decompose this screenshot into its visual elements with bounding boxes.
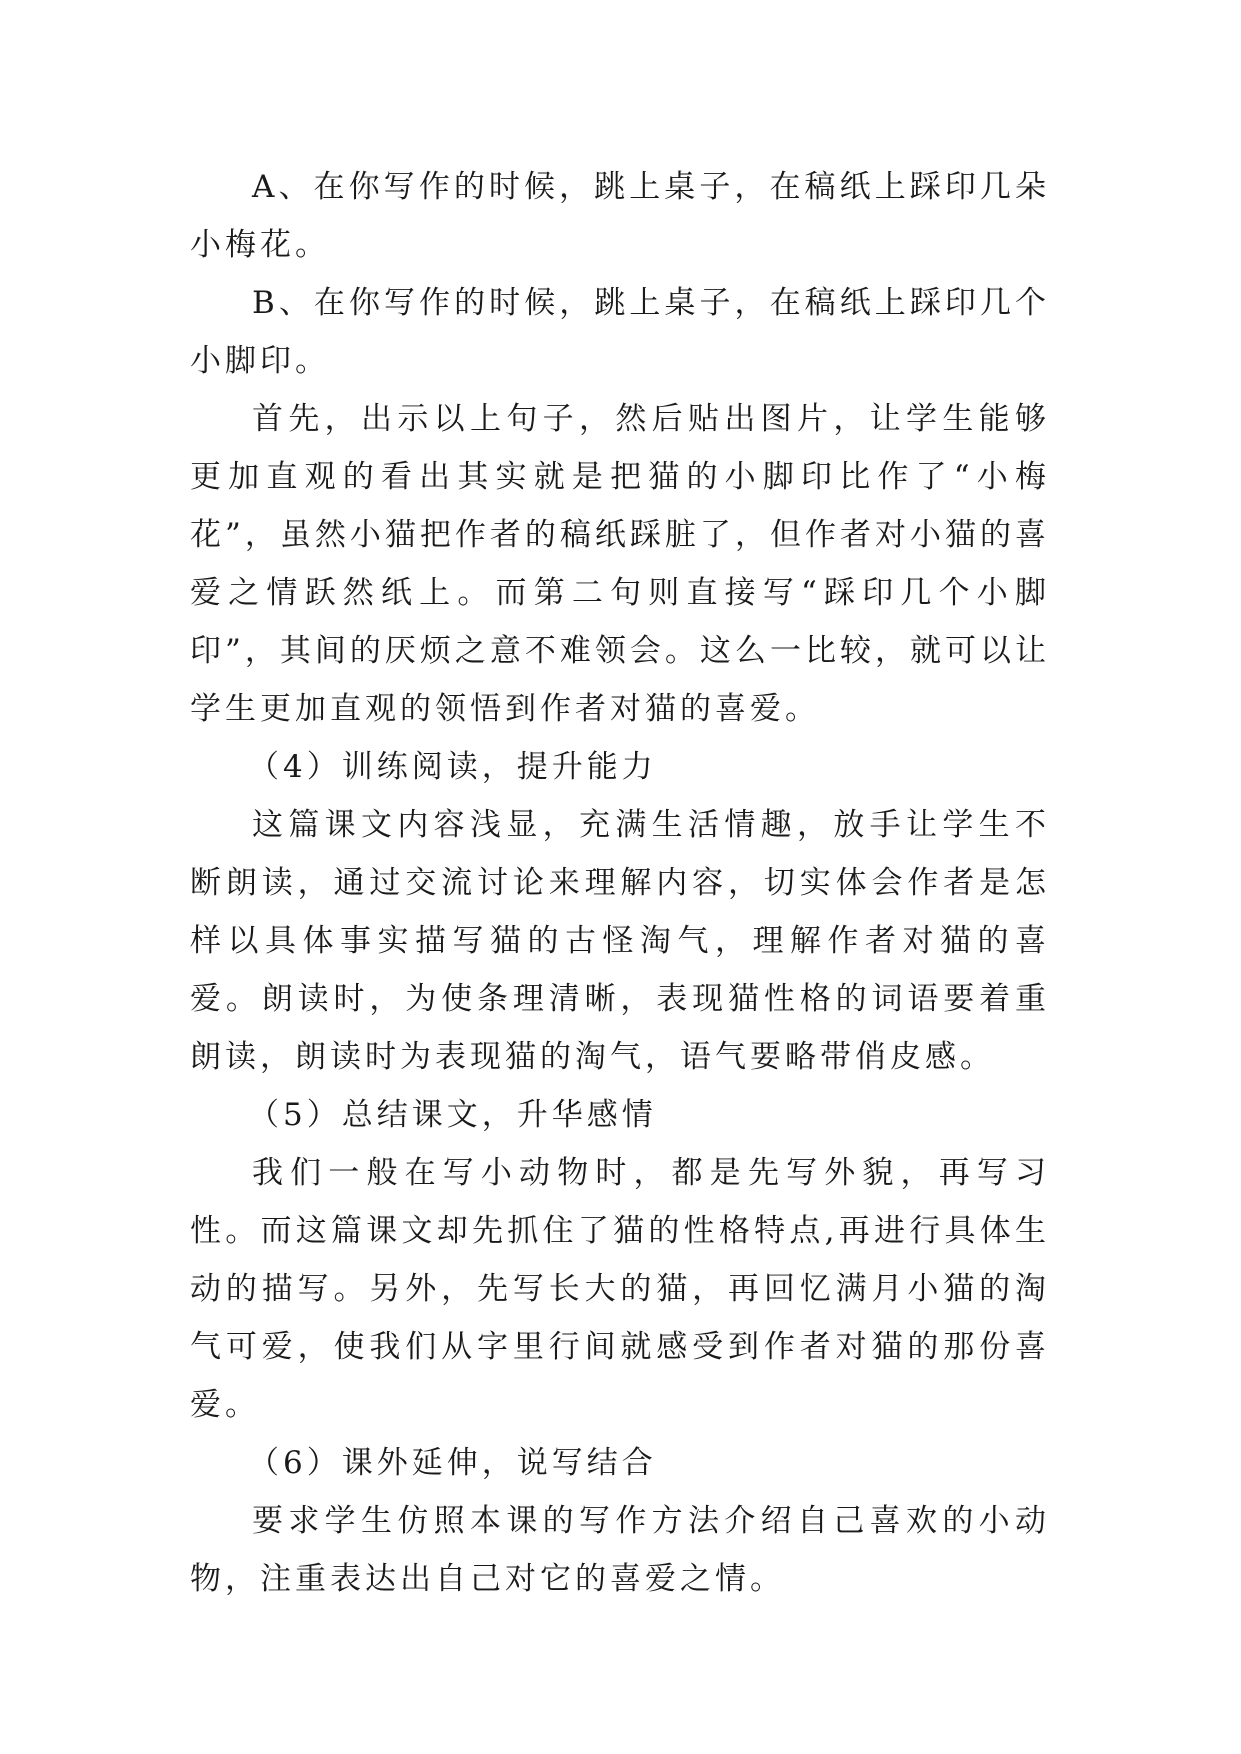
document-body xyxy=(190,158,1050,1608)
paragraph-comparison: 首先，出示以上句子，然后贴出图片，让学生能够更加直观的看出其实就是把猫的小脚印比作了“小梅花”，虽然小猫把作者的稿纸踩脏了，但作者对小猫的喜爱之情跃然纸上。而第二句则直接写“踩印几个小脚印”，其间的厌烦之意不难领会。这么一比较，就可以让学生更加直观的领悟到作者对猫的喜爱。 xyxy=(190,401,1050,727)
paragraph-option-a: A、在你写作的时候，跳上桌子，在稿纸上踩印几朵小梅花。 xyxy=(190,169,1050,263)
section-heading-4: （4）训练阅读，提升能力 xyxy=(248,749,657,785)
section-heading-5: （5）总结课文，升华感情 xyxy=(248,1097,657,1133)
paragraph-extension: 要求学生仿照本课的写作方法介绍自己喜欢的小动物，注重表达出自己对它的喜爱之情。 xyxy=(190,1503,1050,1597)
paragraph-summary: 我们一般在写小动物时，都是先写外貌，再写习性。而这篇课文却先抓住了猫的性格特点,再进行具体生动的描写。另外，先写长大的猫，再回忆满月小猫的淘气可爱，使我们从字里行间就感受到作者对猫的那份喜爱。 xyxy=(190,1155,1050,1423)
paragraph-reading-training: 这篇课文内容浅显，充满生活情趣，放手让学生不断朗读，通过交流讨论来理解内容，切实体会作者是怎样以具体事实描写猫的古怪淘气，理解作者对猫的喜爱。朗读时，为使条理清晰，表现猫性格的词语要着重朗读，朗读时为表现猫的淘气，语气要略带俏皮感。 xyxy=(190,807,1050,1075)
paragraph-option-b: B、在你写作的时候，跳上桌子，在稿纸上踩印几个小脚印。 xyxy=(190,285,1050,379)
section-heading-6: （6）课外延伸，说写结合 xyxy=(248,1445,657,1481)
